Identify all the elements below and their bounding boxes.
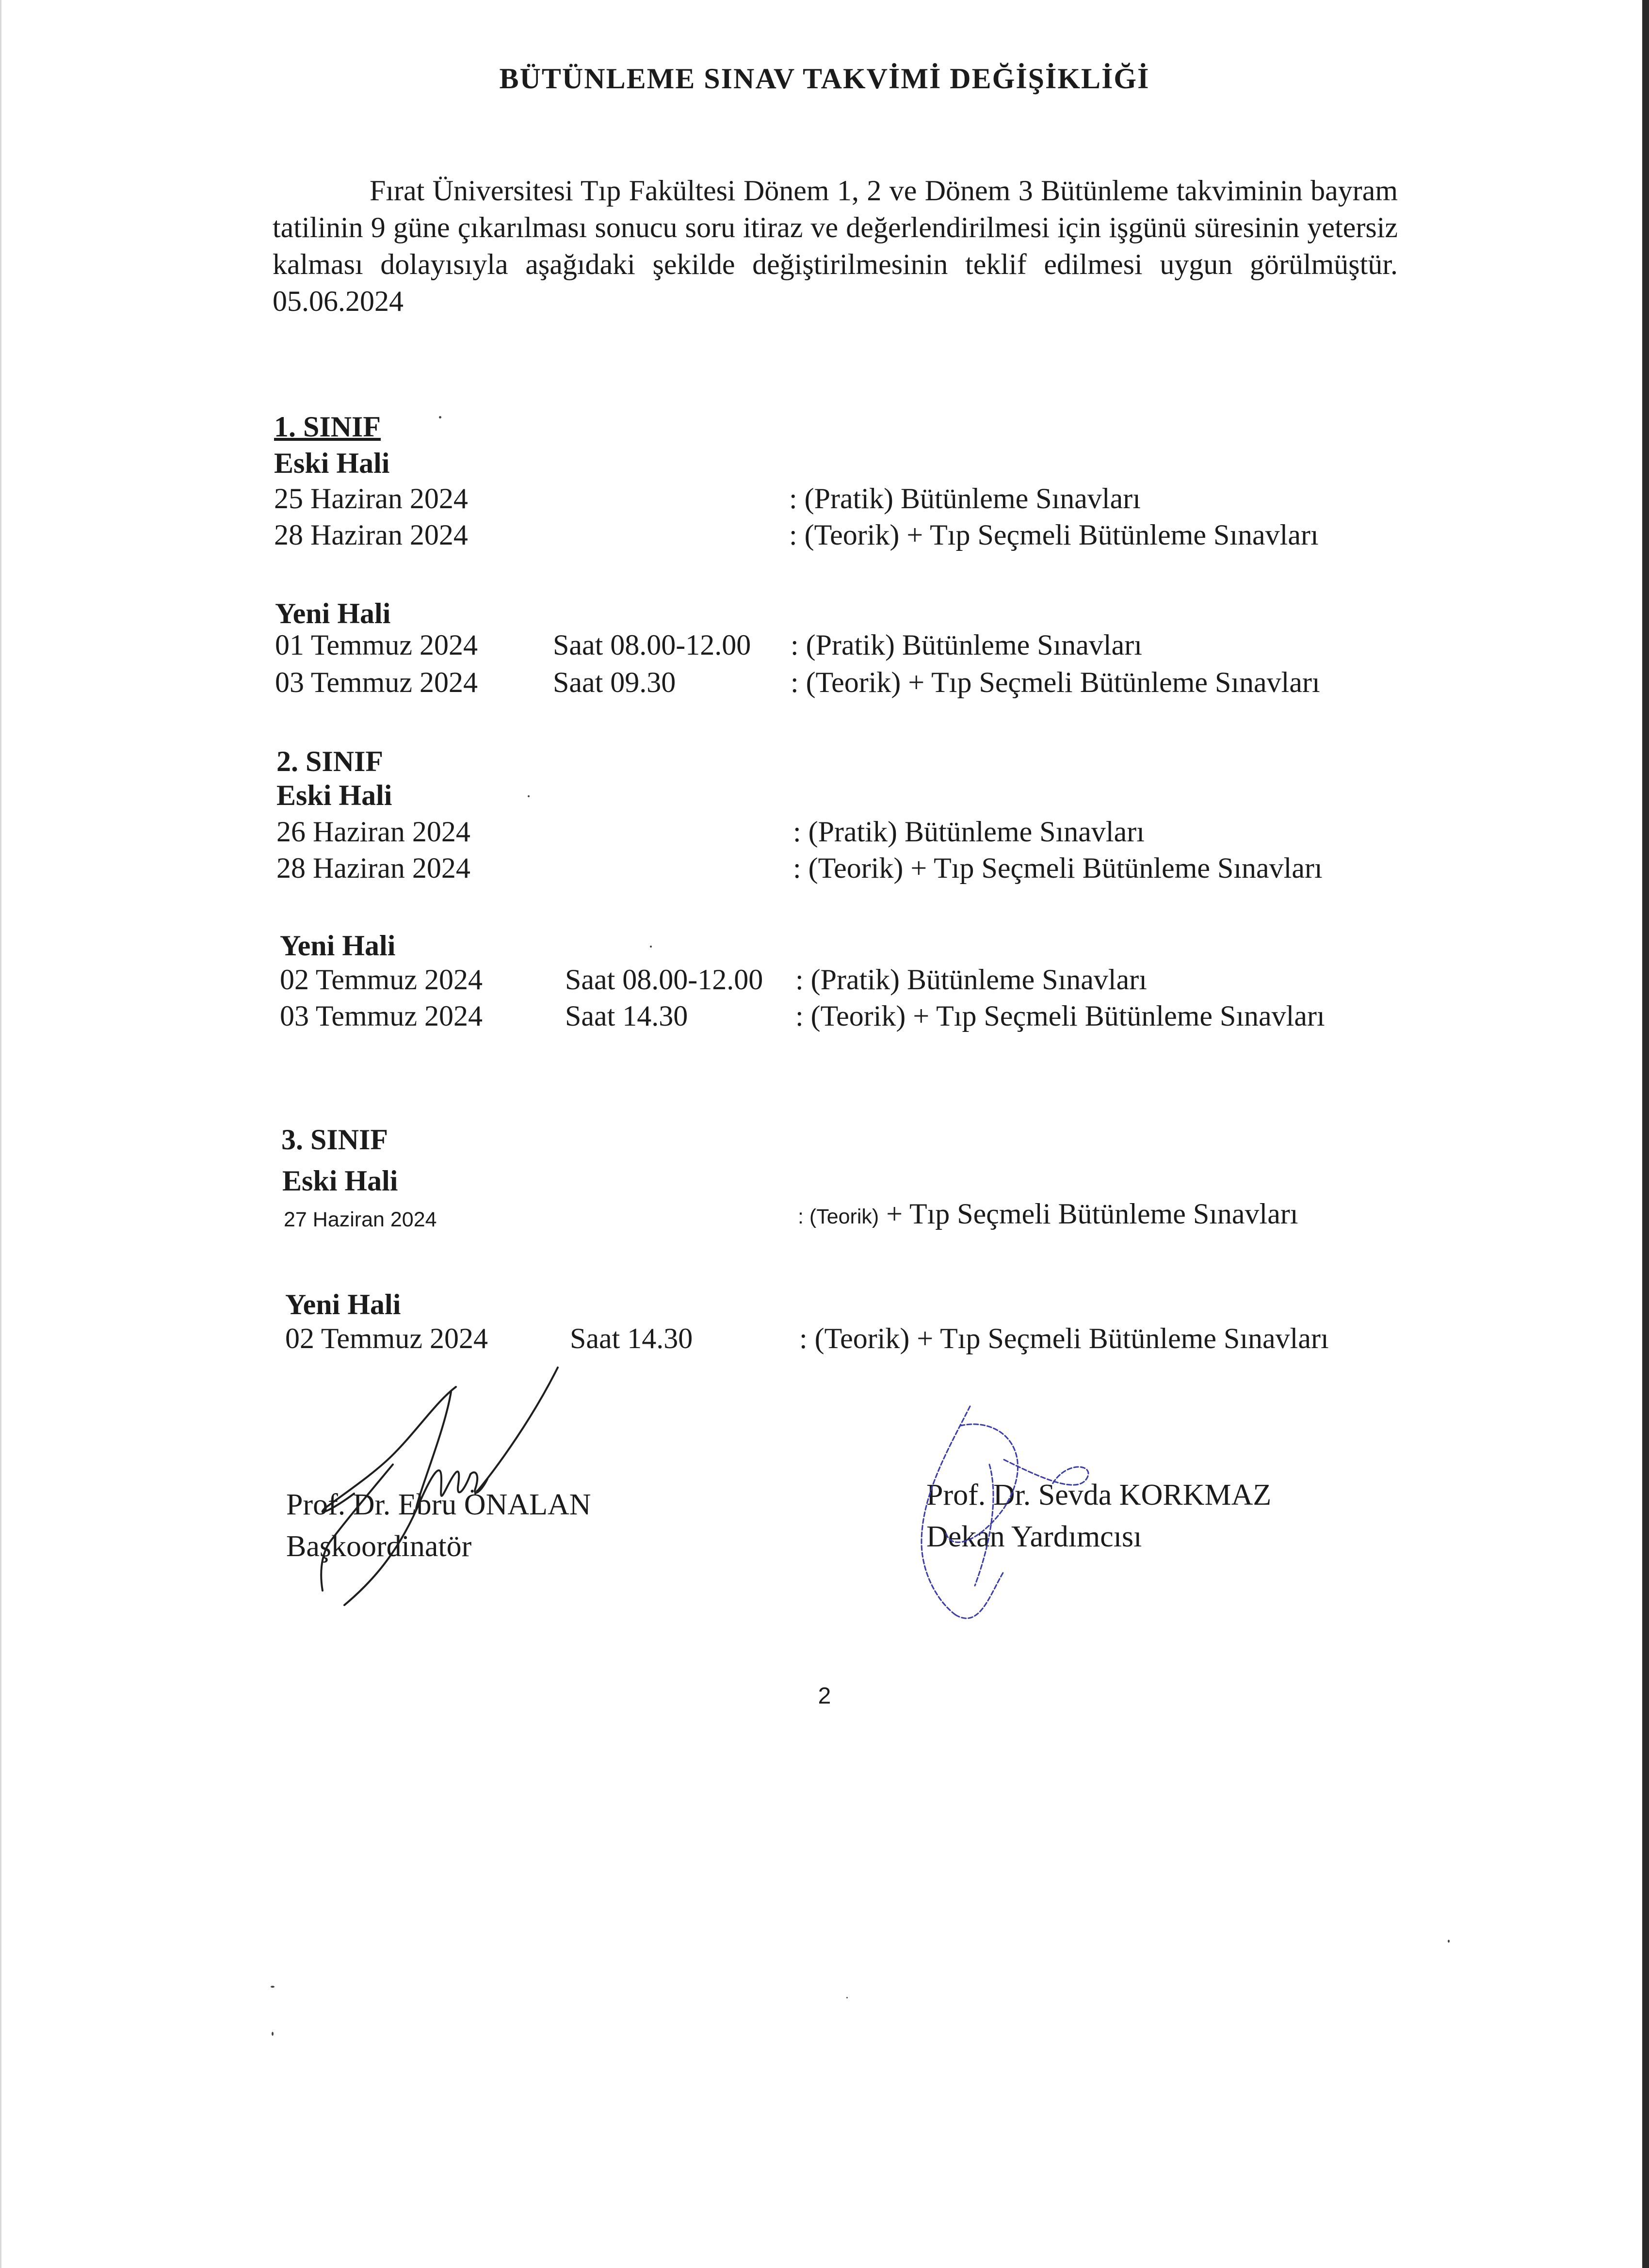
class2-new-label: Yeni Hali [280,930,396,962]
class1-new-time-2: Saat 09.30 [553,666,676,698]
scan-edge-left [0,0,1,2268]
class2-old-label: Eski Hali [276,779,392,811]
class1-old-label: Eski Hali [274,447,390,479]
scan-speck [439,416,441,418]
class2-old-desc-2: : (Teorik) + Tıp Seçmeli Bütünleme Sınavları [793,852,1323,884]
class1-new-desc-2: : (Teorik) + Tıp Seçmeli Bütünleme Sınavları [791,666,1320,698]
class3-new-label: Yeni Hali [285,1288,401,1320]
class3-old-desc-1: + Tıp Seçmeli Bütünleme Sınavları [886,1198,1298,1230]
class1-new-desc-1: : (Pratik) Bütünleme Sınavları [791,629,1142,661]
intro-paragraph: Fırat Üniversitesi Tıp Fakültesi Dönem 1, 2 ve Dönem 3 Bütünleme takviminin bayram tatilinin 9 güne çıkarılması sonucu soru itiraz ve değerlendirilmesi için işgünü süresinin yetersiz kalması dolayısıyla aşağıdaki şekilde değiştirilmesinin teklif edilmesi uygun görülmüştür. 05.06.2024 [273,175,1398,317]
class2-heading: 2. SINIF [276,745,384,777]
class2-new-time-1: Saat 08.00-12.00 [565,964,763,996]
class3-heading: 3. SINIF [281,1124,388,1156]
class3-old-label: Eski Hali [282,1165,398,1197]
right-signatory-role: Dekan Yardımcısı [926,1520,1142,1553]
scan-speck [271,1986,275,1988]
class3-old-date-1: 27 Haziran 2024 [284,1208,437,1231]
class2-old-date-2: 28 Haziran 2024 [276,852,470,884]
scan-speck [846,1997,848,1998]
class3-new-date-1: 02 Temmuz 2024 [285,1322,488,1354]
right-handwritten-signature [892,1387,1096,1658]
class3-old-desc-prefix: : (Teorik) [798,1205,879,1228]
class1-old-desc-2: : (Teorik) + Tıp Seçmeli Bütünleme Sınavları [789,519,1319,551]
class1-new-label: Yeni Hali [275,597,391,629]
class1-new-date-1: 01 Temmuz 2024 [275,629,478,661]
page-number: 2 [818,1683,831,1709]
class3-old-desc-row [798,1197,1298,1234]
class3-new-desc-1: : (Teorik) + Tıp Seçmeli Bütünleme Sınavları [799,1322,1329,1354]
class3-new-time-1: Saat 14.30 [570,1322,693,1354]
class2-old-desc-1: : (Pratik) Bütünleme Sınavları [793,816,1145,848]
class2-old-date-1: 26 Haziran 2024 [276,816,470,848]
class2-new-date-2: 03 Temmuz 2024 [280,1000,483,1032]
left-signatory-name: Prof. Dr. Ebru ÖNALAN [286,1488,591,1521]
left-signatory-role: Başkoordinatör [286,1530,472,1563]
scan-speck [650,946,652,948]
class2-new-date-1: 02 Temmuz 2024 [280,964,483,996]
class1-old-desc-1: : (Pratik) Bütünleme Sınavları [789,483,1141,515]
class2-new-time-2: Saat 14.30 [565,1000,688,1032]
scan-speck [272,2032,274,2036]
class2-new-desc-1: : (Pratik) Bütünleme Sınavları [795,964,1147,996]
class2-new-desc-2: : (Teorik) + Tıp Seçmeli Bütünleme Sınavları [795,1000,1325,1032]
scan-speck [528,795,530,797]
class1-old-date-1: 25 Haziran 2024 [274,483,468,515]
document-title: BÜTÜNLEME SINAV TAKVİMİ DEĞİŞİKLİĞİ [499,63,1150,95]
class1-new-date-2: 03 Temmuz 2024 [275,666,478,698]
class1-heading: 1. SINIF [274,411,381,443]
class1-old-date-2: 28 Haziran 2024 [274,519,468,551]
scan-speck [1448,1940,1450,1943]
right-signatory-name: Prof. Dr. Sevda KORKMAZ [926,1479,1272,1512]
scan-edge-right [1642,0,1649,2268]
left-handwritten-signature [272,1348,582,1620]
class1-new-time-1: Saat 08.00-12.00 [553,629,751,661]
